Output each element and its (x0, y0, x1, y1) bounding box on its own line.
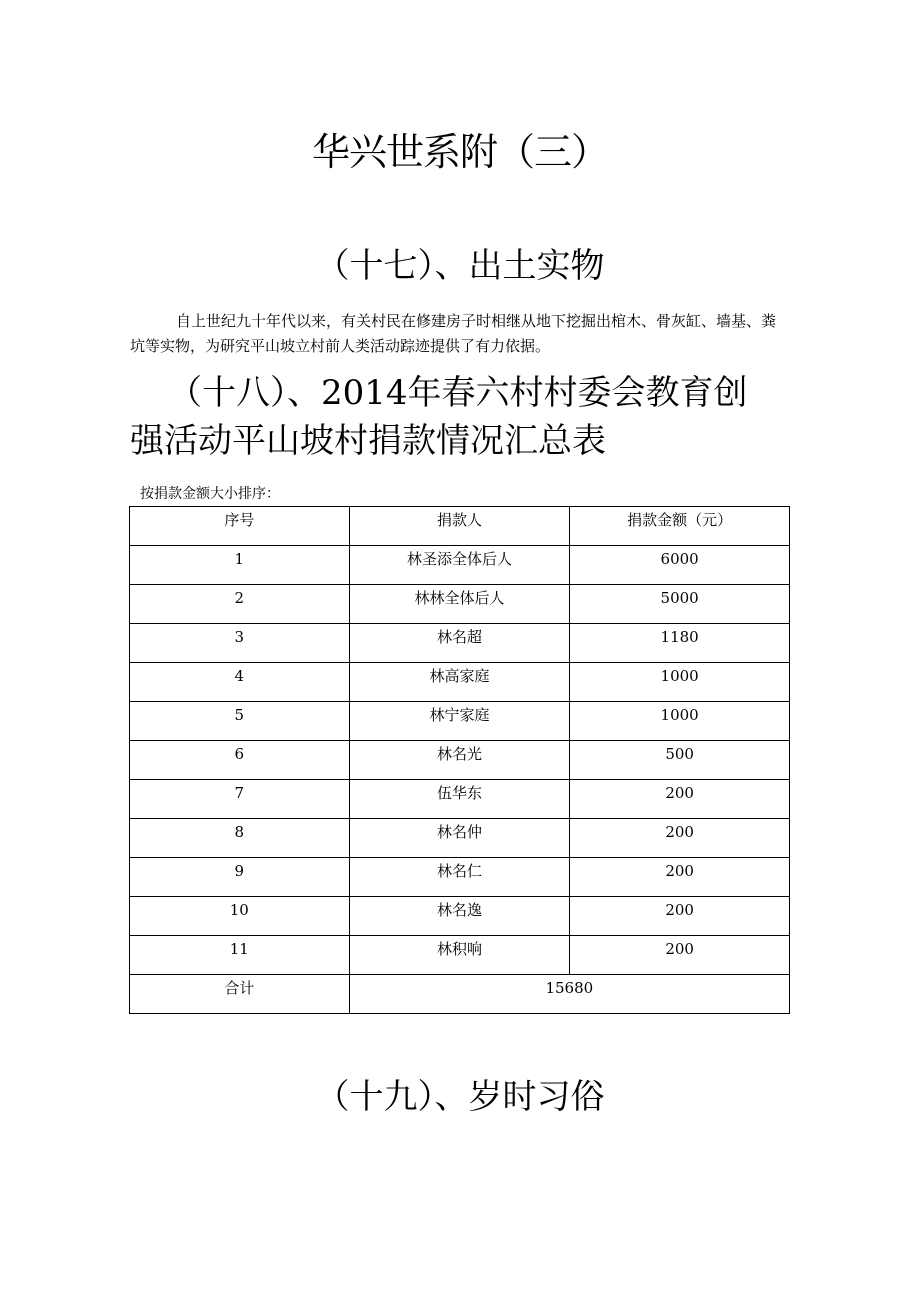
cell-serial-number: 1 (130, 546, 350, 585)
cell-amount: 200 (570, 780, 790, 819)
cell-serial-number: 10 (130, 897, 350, 936)
table-row (130, 780, 790, 819)
cell-donor: 林名仲 (349, 819, 570, 858)
cell-amount: 6000 (570, 546, 790, 585)
cell-donor: 林林全体后人 (349, 585, 570, 624)
donation-table (129, 506, 790, 1014)
table-header-row (130, 507, 790, 546)
cell-donor: 林名仁 (349, 858, 570, 897)
cell-serial-number: 11 (130, 936, 350, 975)
table-row (130, 624, 790, 663)
table-row (130, 897, 790, 936)
header-donor: 捐款人 (349, 507, 570, 546)
table-total-row (130, 975, 790, 1014)
cell-amount: 500 (570, 741, 790, 780)
total-label: 合计 (130, 975, 350, 1014)
cell-serial-number: 7 (130, 780, 350, 819)
cell-serial-number: 2 (130, 585, 350, 624)
cell-donor: 林名光 (349, 741, 570, 780)
cell-donor: 林高家庭 (349, 663, 570, 702)
section-18-heading-line-1: （十八）、2014年春六村村委会教育创 (168, 373, 748, 413)
cell-serial-number: 5 (130, 702, 350, 741)
cell-donor: 林宁家庭 (349, 702, 570, 741)
table-row (130, 702, 790, 741)
header-amount: 捐款金额（元） (570, 507, 790, 546)
cell-serial-number: 8 (130, 819, 350, 858)
cell-amount: 1000 (570, 663, 790, 702)
table-sort-note: 按捐款金额大小排序： (140, 486, 280, 502)
section-18-heading-line-2: 强活动平山坡村捐款情况汇总表 (130, 421, 606, 461)
cell-serial-number: 6 (130, 741, 350, 780)
page-title: 华兴世系附（三） (311, 130, 608, 174)
cell-serial-number: 3 (130, 624, 350, 663)
header-serial-number: 序号 (130, 507, 350, 546)
section-17-paragraph: 自上世纪九十年代以来，有关村民在修建房子时相继从地下挖掘出棺木、骨灰缸、墙基、粪坑等实物，为研究平山坡立村前人类活动踪迹提供了有力依据。 (130, 312, 777, 355)
table-row (130, 858, 790, 897)
cell-amount: 1180 (570, 624, 790, 663)
cell-serial-number: 9 (130, 858, 350, 897)
table-row (130, 741, 790, 780)
section-19-heading: （十九）、岁时习俗 (315, 1077, 605, 1117)
table-row (130, 546, 790, 585)
cell-amount: 5000 (570, 585, 790, 624)
cell-amount: 200 (570, 858, 790, 897)
cell-amount: 1000 (570, 702, 790, 741)
cell-donor: 林名超 (349, 624, 570, 663)
cell-donor: 林名逸 (349, 897, 570, 936)
table-row (130, 585, 790, 624)
section-18-heading (130, 369, 810, 465)
cell-amount: 200 (570, 819, 790, 858)
cell-amount: 200 (570, 936, 790, 975)
cell-serial-number: 4 (130, 663, 350, 702)
cell-amount: 200 (570, 897, 790, 936)
table-row (130, 663, 790, 702)
cell-donor: 林圣添全体后人 (349, 546, 570, 585)
table-row (130, 936, 790, 975)
section-17-heading: （十七）、出土实物 (315, 246, 605, 286)
total-value: 15680 (349, 975, 789, 1014)
cell-donor: 林积响 (349, 936, 570, 975)
table-row (130, 819, 790, 858)
cell-donor: 伍华东 (349, 780, 570, 819)
